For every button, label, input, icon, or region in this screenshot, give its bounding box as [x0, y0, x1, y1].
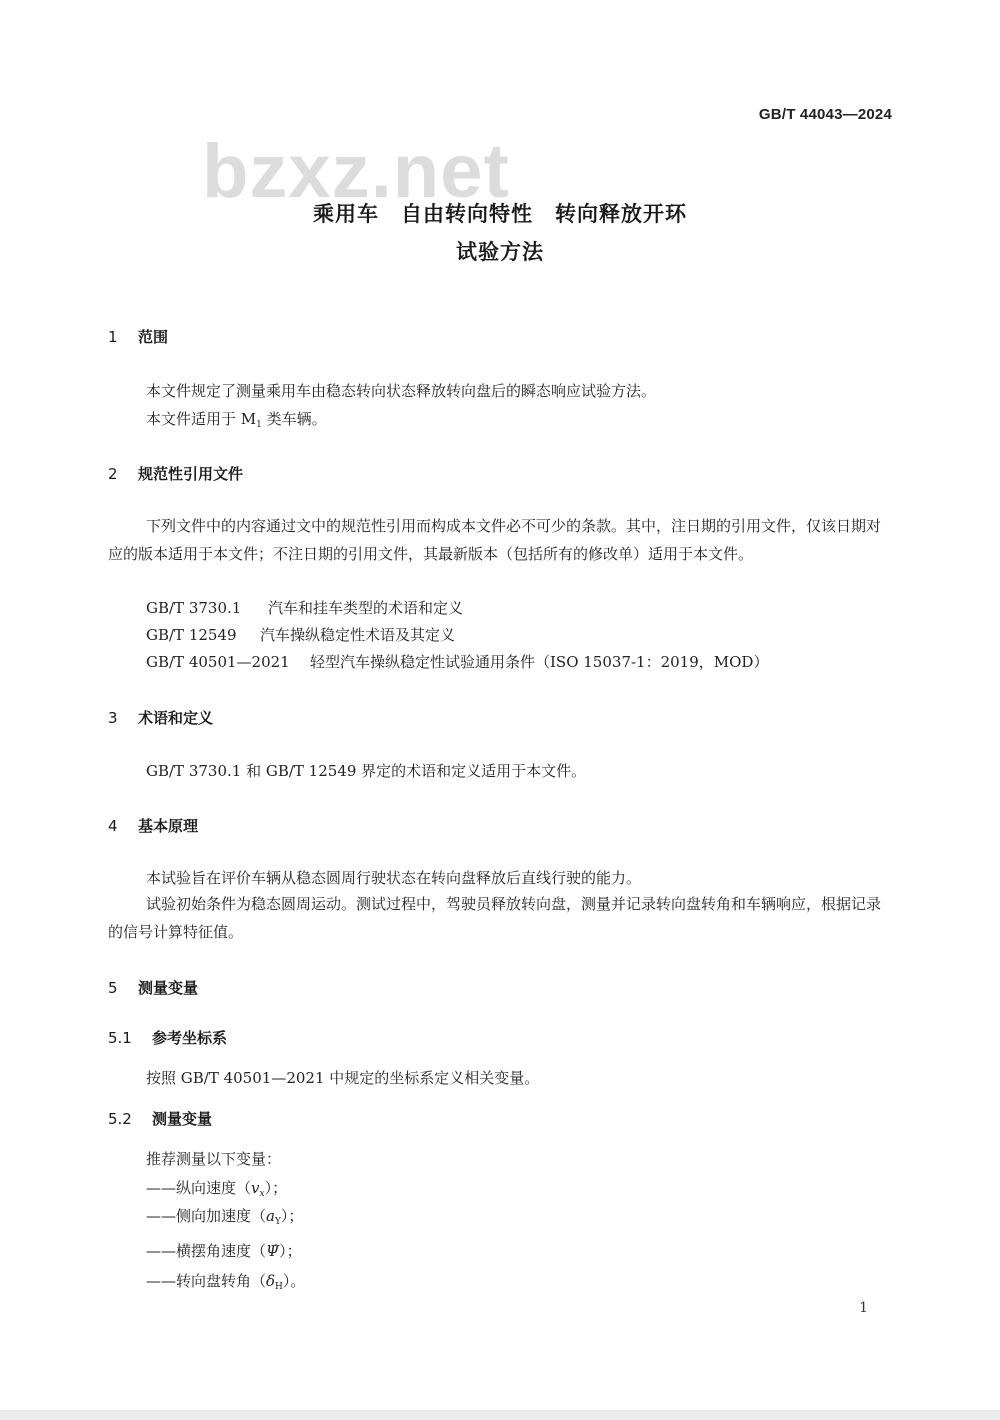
variable-list-item — [146, 1270, 305, 1292]
variable-list-item — [146, 1205, 303, 1227]
item-end: ）； — [264, 1179, 288, 1197]
symbol: Ψ̇ — [266, 1242, 280, 1260]
section-1-para-1: 本文件规定了测量乘用车由稳态转向状态释放转向盘后的瞬态响应试验方法。 — [146, 382, 657, 400]
section-3-para-1: GB/T 3730.1 和 GB/T 12549 界定的术语和定义适用于本文件。 — [146, 762, 587, 780]
para-text: 类车辆。 — [261, 410, 327, 428]
reference-item — [146, 597, 463, 618]
standard-code: GB/T 44043—2024 — [758, 106, 892, 123]
reference-title: 汽车和挂车类型的术语和定义 — [268, 599, 464, 617]
reference-title: 轻型汽车操纵稳定性试验通用条件（ISO 15037-1：2019，MOD） — [310, 653, 769, 671]
item-text: ——纵向速度（ — [146, 1179, 252, 1197]
variable-list-item — [146, 1177, 287, 1199]
section-4-heading — [108, 815, 198, 836]
section-number: 3 — [108, 709, 118, 727]
section-title: 测量变量 — [152, 1110, 213, 1128]
section-number: 5.2 — [108, 1110, 132, 1128]
subscript: 1 — [256, 420, 262, 430]
section-title: 基本原理 — [138, 817, 199, 835]
reference-code: GB/T 40501—2021 — [146, 653, 290, 671]
section-5-1-heading — [108, 1027, 227, 1048]
item-end: ）； — [280, 1207, 304, 1225]
para-text: 本文件适用于 M — [146, 410, 257, 428]
section-3-heading — [108, 707, 213, 728]
page-number: 1 — [859, 1300, 868, 1316]
section-number: 2 — [108, 465, 118, 483]
subscript: Y — [274, 1217, 281, 1227]
reference-item — [146, 624, 455, 645]
item-end: ）； — [279, 1242, 302, 1260]
section-5-heading — [108, 977, 198, 998]
symbol: a — [266, 1207, 275, 1225]
section-title: 测量变量 — [138, 979, 199, 997]
section-5-2-intro: 推荐测量以下变量： — [146, 1150, 282, 1168]
section-number: 5.1 — [108, 1029, 132, 1047]
section-2-heading — [108, 463, 243, 484]
section-number: 1 — [108, 328, 118, 346]
section-number: 4 — [108, 817, 118, 835]
section-title: 参考坐标系 — [152, 1029, 228, 1047]
watermark: bzxz.net — [202, 129, 510, 214]
reference-code: GB/T 12549 — [146, 626, 237, 644]
reference-item — [146, 651, 768, 672]
item-text: ——侧向加速度（ — [146, 1207, 267, 1225]
section-title: 范围 — [138, 328, 169, 346]
item-text: ——转向盘转角（ — [146, 1272, 267, 1290]
section-1-para-2 — [146, 408, 327, 430]
reference-title: 汽车操纵稳定性术语及其定义 — [260, 626, 456, 644]
subscript: H — [275, 1282, 283, 1292]
item-text: ——横摆角速度（ — [146, 1242, 267, 1260]
symbol: v — [251, 1179, 260, 1197]
section-4-para-2: 试验初始条件为稳态圆周运动。测试过程中，驾驶员释放转向盘，测量并记录转向盘转角和车辆响应，根据记录的信号计算特征值。 — [108, 895, 882, 941]
section-5-2-heading — [108, 1108, 212, 1129]
symbol: δ — [266, 1272, 276, 1290]
document-title-line1: 乘用车 自由转向特性 转向释放开环 — [313, 202, 687, 226]
section-5-1-para-1: 按照 GB/T 40501—2021 中规定的坐标系定义相关变量。 — [146, 1069, 540, 1087]
section-2-para-1: 下列文件中的内容通过文中的规范性引用而构成本文件必不可少的条款。其中，注日期的引用文件，仅该日期对应的版本适用于本文件；不注日期的引用文件，其最新版本（包括所有的修改单）适用于本文件。 — [108, 517, 882, 563]
variable-list-item — [146, 1240, 302, 1262]
page-bottom-edge — [0, 1410, 1000, 1420]
item-end: ）。 — [282, 1272, 306, 1290]
subscript: x — [259, 1189, 265, 1199]
section-title: 规范性引用文件 — [138, 465, 244, 483]
section-number: 5 — [108, 979, 118, 997]
reference-code: GB/T 3730.1 — [146, 599, 242, 617]
section-1-heading — [108, 326, 168, 347]
section-4-para-1: 本试验旨在评价车辆从稳态圆周行驶状态在转向盘释放后直线行驶的能力。 — [146, 869, 642, 887]
document-title-line2: 试验方法 — [456, 240, 544, 264]
section-title: 术语和定义 — [138, 709, 214, 727]
